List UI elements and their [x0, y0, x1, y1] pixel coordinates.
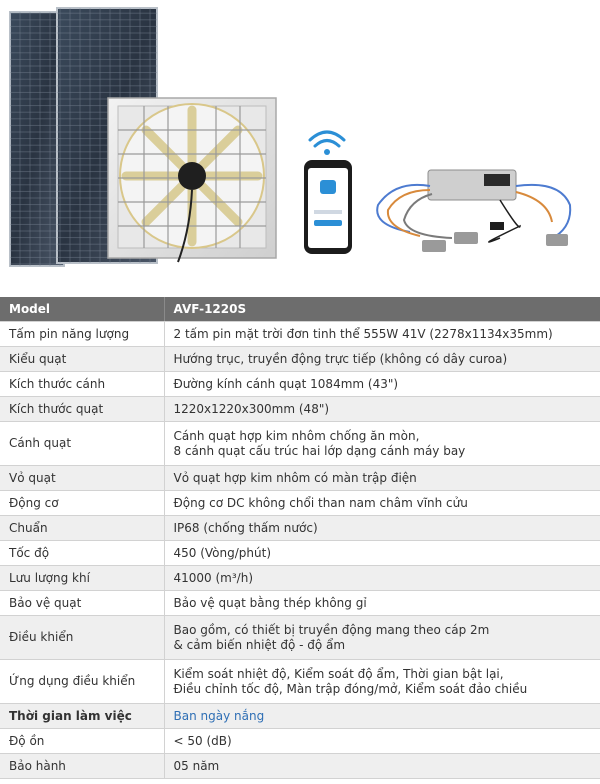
spec-label: Kích thước cánh: [0, 372, 164, 397]
spec-header-row: [0, 297, 600, 322]
product-hero-image: [0, 0, 600, 296]
table-row: [0, 729, 600, 754]
spec-value-line: Cánh quạt hợp kim nhôm chống ăn mòn,: [173, 428, 420, 443]
spec-value-line: Bao gồm, có thiết bị truyền động mang theo cáp 2m: [173, 622, 490, 637]
spec-value: [164, 616, 600, 660]
spec-label: Bảo hành: [0, 754, 164, 779]
smartphone-app-image: [304, 132, 352, 254]
spec-label: Chuẩn: [0, 516, 164, 541]
spec-value: 2 tấm pin mặt trời đơn tinh thể 555W 41V (2278x1134x35mm): [164, 322, 600, 347]
spec-label: Ứng dụng điều khiển: [0, 660, 164, 704]
spec-value: 05 năm: [164, 754, 600, 779]
spec-value-line: & cảm biến nhiệt độ - độ ẩm: [173, 637, 346, 652]
table-row: [0, 566, 600, 591]
spec-value-line: 8 cánh quạt cấu trúc hai lớp dạng cánh máy bay: [173, 443, 466, 458]
table-row: [0, 516, 600, 541]
spec-value: Ban ngày nắng: [164, 704, 600, 729]
spec-value: 1220x1220x300mm (48"): [164, 397, 600, 422]
exhaust-fan-image: [108, 98, 276, 262]
table-row: [0, 322, 600, 347]
spec-label: Độ ồn: [0, 729, 164, 754]
spec-label: Tấm pin năng lượng: [0, 322, 164, 347]
spec-label: Thời gian làm việc: [0, 704, 164, 729]
table-row: [0, 591, 600, 616]
controller-device-image: [377, 170, 570, 252]
spec-label: Tốc độ: [0, 541, 164, 566]
table-row: [0, 397, 600, 422]
spec-value: < 50 (dB): [164, 729, 600, 754]
spec-value-line: Điều chỉnh tốc độ, Màn trập đóng/mở, Kiểm soát đảo chiều: [173, 681, 528, 696]
spec-header-label: Model: [0, 297, 164, 322]
spec-value-line: Kiểm soát nhiệt độ, Kiểm soát độ ẩm, Thời gian bật lại,: [173, 666, 504, 681]
table-row: [0, 616, 600, 660]
spec-label: Kiểu quạt: [0, 347, 164, 372]
table-row: [0, 704, 600, 729]
spec-table: [0, 297, 600, 779]
spec-value: Bảo vệ quạt bằng thép không gỉ: [164, 591, 600, 616]
spec-label: Điều khiển: [0, 616, 164, 660]
spec-label: Kích thước quạt: [0, 397, 164, 422]
spec-label: Vỏ quạt: [0, 466, 164, 491]
spec-value: 41000 (m³/h): [164, 566, 600, 591]
table-row: [0, 491, 600, 516]
spec-label: Lưu lượng khí: [0, 566, 164, 591]
table-row: [0, 422, 600, 466]
spec-label: Cánh quạt: [0, 422, 164, 466]
table-row: [0, 347, 600, 372]
spec-value: Hướng trục, truyền động trực tiếp (không có dây curoa): [164, 347, 600, 372]
table-row: [0, 466, 600, 491]
spec-value: IP68 (chống thấm nước): [164, 516, 600, 541]
table-row: [0, 660, 600, 704]
spec-value: [164, 660, 600, 704]
table-row: [0, 541, 600, 566]
spec-label: Động cơ: [0, 491, 164, 516]
spec-header-value: AVF-1220S: [164, 297, 600, 322]
spec-value: [164, 422, 600, 466]
spec-value: Đường kính cánh quạt 1084mm (43"): [164, 372, 600, 397]
spec-value: 450 (Vòng/phút): [164, 541, 600, 566]
spec-value: Động cơ DC không chổi than nam châm vĩnh cửu: [164, 491, 600, 516]
spec-value: Vỏ quạt hợp kim nhôm có màn trập điện: [164, 466, 600, 491]
table-row: [0, 372, 600, 397]
spec-label: Bảo vệ quạt: [0, 591, 164, 616]
table-row: [0, 754, 600, 779]
